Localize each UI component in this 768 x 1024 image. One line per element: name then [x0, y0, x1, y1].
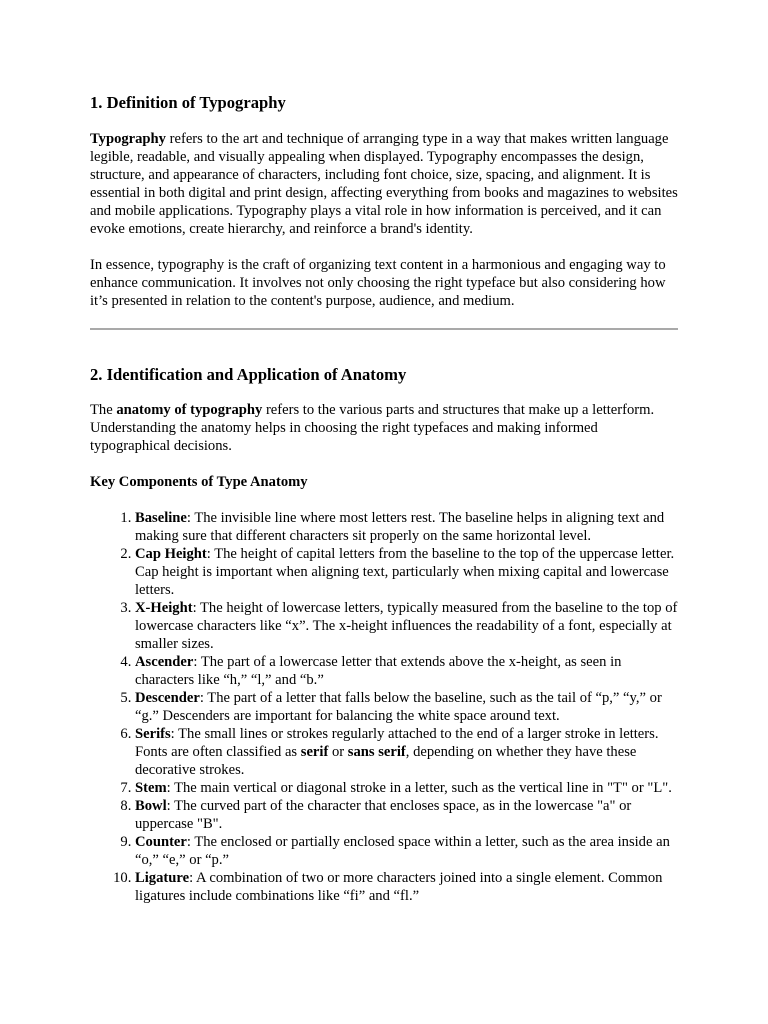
section-2-heading: 2. Identification and Application of Anatomy: [90, 365, 407, 384]
section-1-paragraph-1-text: refers to the art and technique of arranging type in a way that makes written language legible, readable, and visually appealing when displayed. Typography encompasses the design, structure, and appearance of characters, including font choice, size, spacing, and alignment. It is essential in both digital and print design, affecting everything from books and magazines to websites and mobile applications. Typography plays a vital role in how information is perceived, and it can evoke emotions, create hierarchy, and reinforce a brand's identity.: [90, 131, 678, 237]
list-item: 9. Counter: The enclosed or partially enclosed space within a letter, such as the area inside an “o,” “e,” or “p.”: [135, 833, 678, 869]
list-item: 5. Descender: The part of a letter that falls below the baseline, such as the tail of “p,” “y,” or “g.” Descenders are important for balancing the white space around text.: [135, 689, 678, 725]
horizontal-divider: [90, 328, 678, 330]
key-components-subheading: Key Components of Type Anatomy: [90, 474, 308, 490]
list-item: 3. X-Height: The height of lowercase letters, typically measured from the baseline to the top of lowercase characters like “x”. The x-height influences the readability of a font, especially at smaller sizes.: [135, 599, 678, 653]
section-2-paragraph-1: The anatomy of typography refers to the various parts and structures that make up a letterform. Understanding the anatomy helps in choosing the right typefaces and making informed typographical decisions.: [90, 402, 655, 454]
list-item: 4. Ascender: The part of a lowercase letter that extends above the x-height, as seen in characters like “h,” “l,” and “b.”: [135, 653, 678, 689]
list-item: 1. Baseline: The invisible line where most letters rest. The baseline helps in aligning text and making sure that different characters sit properly on the same horizontal level.: [135, 509, 678, 545]
list-item: 6. Serifs: The small lines or strokes regularly attached to the end of a larger stroke in letters. Fonts are often classified as serif or sans serif, depending on whether they have these decorative strokes.: [135, 725, 678, 779]
section-1-paragraph-2: In essence, typography is the craft of organizing text content in a harmonious and engaging way to enhance communication. It involves not only choosing the right typeface but also considering how it’s presented in relation to the content's purpose, audience, and medium.: [90, 257, 666, 309]
anatomy-list: [90, 509, 678, 905]
list-item: 7. Stem: The main vertical or diagonal stroke in a letter, such as the vertical line in "T" or "L".: [135, 779, 678, 797]
typography-term: Typography: [90, 131, 166, 147]
list-item: 8. Bowl: The curved part of the character that encloses space, as in the lowercase "a" or uppercase "B".: [135, 797, 678, 833]
list-item: 2. Cap Height: The height of capital letters from the baseline to the top of the uppercase letter. Cap height is important when aligning text, particularly when mixing capital and lowercase letters.: [135, 545, 678, 599]
list-item: 10. Ligature: A combination of two or more characters joined into a single element. Common ligatures include combinations like “fi” and “fl.”: [135, 869, 678, 905]
anatomy-term: anatomy of typography: [116, 402, 263, 418]
section-1-paragraph-1: [90, 130, 678, 238]
section-1-heading: 1. Definition of Typography: [90, 93, 286, 112]
